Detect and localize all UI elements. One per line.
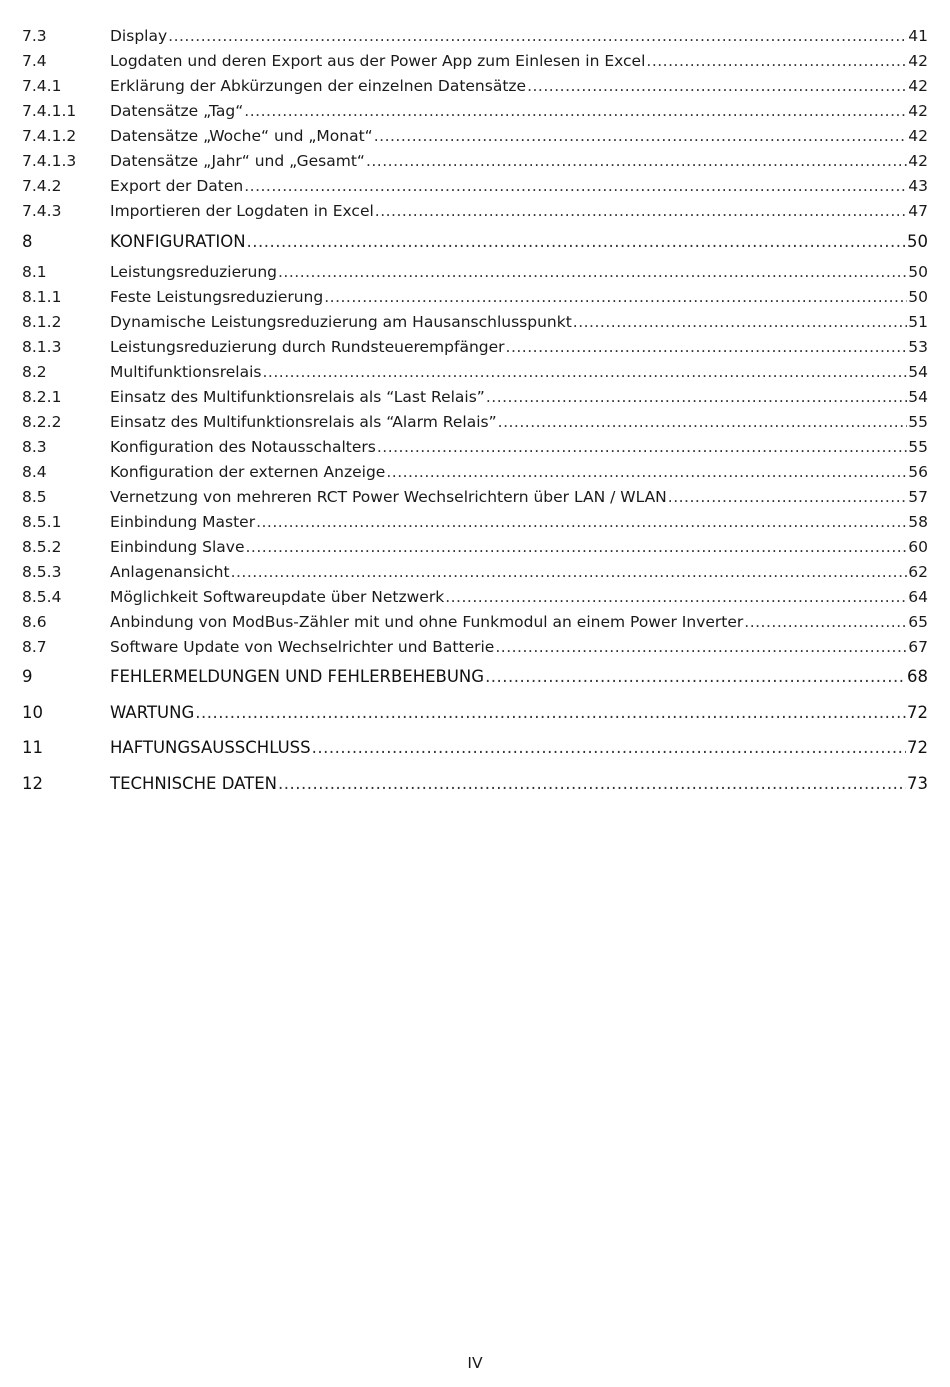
toc-entry-page[interactable]: 64	[908, 587, 928, 606]
toc-entry-title[interactable]: Display	[110, 27, 168, 45]
toc-entry-number: 11	[22, 738, 43, 758]
toc-entry-number: 8.5.2	[22, 537, 62, 556]
toc-entry-number: 8.2	[22, 362, 47, 381]
toc-entry-page[interactable]: 43	[908, 177, 928, 195]
toc-dot-leader	[278, 260, 907, 285]
toc-entry-number: 8.2.2	[22, 412, 62, 431]
toc-chapter-entry[interactable]	[22, 660, 928, 696]
toc-entry-page[interactable]: 56	[908, 462, 928, 481]
toc-entry[interactable]	[22, 24, 928, 49]
toc-dot-leader	[374, 124, 908, 149]
toc-entry[interactable]	[22, 285, 928, 310]
toc-entry-title[interactable]: FEHLERMELDUNGEN UND FEHLERBEHEBUNG	[110, 667, 485, 687]
toc-dot-leader	[244, 174, 907, 199]
toc-entry-title[interactable]: Einbindung Master	[110, 512, 256, 531]
toc-entry-page[interactable]: 41	[908, 27, 928, 45]
toc-entry[interactable]	[22, 174, 928, 199]
toc-entry[interactable]	[22, 74, 928, 99]
toc-entry-number: 8.5	[22, 487, 47, 506]
toc-dot-leader	[377, 435, 907, 460]
toc-entry-page[interactable]: 65	[908, 612, 928, 631]
toc-entry-page[interactable]: 53	[908, 337, 928, 356]
toc-entry-title[interactable]: Einsatz des Multifunktionsrelais als “Last Relais”	[110, 387, 485, 406]
toc-entry-number: 8.1.1	[22, 287, 62, 306]
toc-entry-number: 8.1.3	[22, 337, 62, 356]
toc-entry-page[interactable]: 42	[908, 102, 928, 120]
toc-entry-title[interactable]: Konfiguration des Notausschalters	[110, 437, 376, 456]
toc-entry-number: 7.4.1	[22, 77, 62, 95]
toc-dot-leader	[445, 585, 907, 610]
toc-entry[interactable]	[22, 560, 928, 585]
toc-entry-number: 7.4.3	[22, 202, 62, 220]
toc-entry[interactable]	[22, 310, 928, 335]
toc-entry-page[interactable]: 62	[908, 562, 928, 581]
page-number: IV	[467, 1354, 483, 1372]
toc-entry[interactable]	[22, 535, 928, 560]
toc-dot-leader	[485, 657, 906, 697]
toc-entry[interactable]	[22, 410, 928, 435]
toc-entry[interactable]	[22, 260, 928, 285]
toc-entry-page[interactable]: 50	[907, 231, 928, 251]
toc-dot-leader	[668, 485, 907, 510]
toc-entry-number: 8.5.1	[22, 512, 62, 531]
toc-dot-leader	[263, 360, 908, 385]
toc-dot-leader	[168, 24, 907, 49]
toc-entry-title[interactable]: Datensätze „Tag“	[110, 102, 244, 120]
toc-entry-title[interactable]: Importieren der Logdaten in Excel	[110, 202, 374, 220]
toc-entry-page[interactable]: 42	[908, 52, 928, 70]
toc-dot-leader	[495, 635, 907, 660]
toc-entry-page[interactable]: 54	[908, 387, 928, 406]
toc-entry-page[interactable]: 42	[908, 152, 928, 170]
toc-dot-leader	[195, 693, 906, 733]
toc-dot-leader	[247, 222, 906, 262]
toc-entry-title[interactable]: Export der Daten	[110, 177, 244, 195]
toc-entry-page[interactable]: 72	[907, 702, 928, 722]
toc-entry-page[interactable]: 55	[908, 437, 928, 456]
toc-entry[interactable]	[22, 460, 928, 485]
toc-entry-number: 8	[22, 231, 33, 251]
toc-entry-number: 8.1	[22, 262, 47, 281]
toc-entry-title[interactable]: Software Update von Wechselrichter und Batterie	[110, 637, 495, 656]
toc-entry-page[interactable]: 57	[908, 487, 928, 506]
toc-entry-title[interactable]: Möglichkeit Softwareupdate über Netzwerk	[110, 587, 445, 606]
toc-dot-leader	[486, 385, 907, 410]
toc-entry-number: 8.5.4	[22, 587, 62, 606]
toc-entry-number: 7.3	[22, 27, 47, 45]
toc-chapter-entry[interactable]	[22, 731, 928, 767]
toc-entry[interactable]	[22, 585, 928, 610]
toc-dot-leader	[386, 460, 907, 485]
toc-entry-page[interactable]: 50	[908, 262, 928, 281]
toc-dot-leader	[646, 49, 907, 74]
toc-entry-number: 7.4.1.3	[22, 152, 77, 170]
toc-entry-number: 8.7	[22, 637, 47, 656]
toc-chapter-entry[interactable]	[22, 224, 928, 260]
toc-dot-leader	[366, 149, 907, 174]
toc-entry-page[interactable]: 50	[908, 287, 928, 306]
toc-entry-title[interactable]: Logdaten und deren Export aus der Power App zum Einlesen in Excel	[110, 52, 646, 70]
toc-entry-page[interactable]: 55	[908, 412, 928, 431]
toc-entry-title[interactable]: Datensätze „Jahr“ und „Gesamt“	[110, 152, 365, 170]
toc-entry-title[interactable]: HAFTUNGSAUSSCHLUSS	[110, 738, 311, 758]
toc-entry-page[interactable]: 67	[908, 637, 928, 656]
toc-dot-leader	[573, 310, 907, 335]
toc-entry-number: 8.1.2	[22, 312, 62, 331]
toc-entry[interactable]	[22, 335, 928, 360]
toc-entry-page[interactable]: 47	[908, 202, 928, 220]
toc-entry-title[interactable]: Leistungsreduzierung durch Rundsteuerempfänger	[110, 337, 505, 356]
toc-entry-title[interactable]: Einsatz des Multifunktionsrelais als “Alarm Relais”	[110, 412, 497, 431]
toc-dot-leader	[244, 99, 907, 124]
toc-entry[interactable]	[22, 199, 928, 224]
toc-entry-title[interactable]: Einbindung Slave	[110, 537, 245, 556]
toc-dot-leader	[375, 199, 907, 224]
toc-dot-leader	[256, 510, 907, 535]
toc-entry-title[interactable]: Erklärung der Abkürzungen der einzelnen Datensätze	[110, 77, 527, 95]
toc-entry-page[interactable]: 54	[908, 362, 928, 381]
toc-entry-page[interactable]: 60	[908, 537, 928, 556]
toc-entry-title[interactable]: Leistungsreduzierung	[110, 262, 277, 281]
toc-dot-leader	[324, 285, 907, 310]
toc-entry[interactable]	[22, 149, 928, 174]
toc-entry-title[interactable]: Anbindung von ModBus-Zähler mit und ohne Funkmodul an einem Power Inverter	[110, 612, 744, 631]
toc-entry-page[interactable]: 42	[908, 127, 928, 145]
toc-entry-title[interactable]: Konfiguration der externen Anzeige	[110, 462, 386, 481]
toc-entry-number: 10	[22, 702, 43, 722]
toc-entry-title[interactable]: Vernetzung von mehreren RCT Power Wechselrichtern über LAN / WLAN	[110, 487, 667, 506]
toc-entry[interactable]	[22, 635, 928, 660]
toc-entry-page[interactable]: 68	[907, 667, 928, 687]
toc-entry-number: 8.5.3	[22, 562, 62, 581]
toc-entry-page[interactable]: 58	[908, 512, 928, 531]
toc-entry-number: 12	[22, 773, 43, 793]
toc-chapter-entry[interactable]	[22, 766, 928, 802]
toc-dot-leader	[312, 728, 906, 768]
toc-entry-number: 9	[22, 667, 33, 687]
toc-dot-leader	[506, 335, 908, 360]
toc-entry[interactable]	[22, 124, 928, 149]
toc-entry-title[interactable]: KONFIGURATION	[110, 231, 246, 251]
toc-entry-title[interactable]: WARTUNG	[110, 702, 195, 722]
toc-dot-leader	[527, 74, 907, 99]
toc-entry-title[interactable]: Datensätze „Woche“ und „Monat“	[110, 127, 373, 145]
toc-entry[interactable]	[22, 510, 928, 535]
toc-entry-number: 8.3	[22, 437, 47, 456]
toc-entry[interactable]	[22, 99, 928, 124]
toc-entry-title[interactable]: Multifunktionsrelais	[110, 362, 262, 381]
toc-entry[interactable]	[22, 49, 928, 74]
toc-dot-leader	[246, 535, 908, 560]
toc-entry-page[interactable]: 72	[907, 738, 928, 758]
toc-entry-page[interactable]: 73	[907, 773, 928, 793]
toc-entry-title[interactable]: Anlagenansicht	[110, 562, 230, 581]
toc-entry-number: 7.4.1.2	[22, 127, 77, 145]
toc-dot-leader	[498, 410, 908, 435]
toc-entry[interactable]	[22, 485, 928, 510]
toc-chapter-entry[interactable]	[22, 695, 928, 731]
toc-entry-number: 7.4.1.1	[22, 102, 77, 120]
toc-entry-number: 8.6	[22, 612, 47, 631]
toc-entry-page[interactable]: 51	[908, 312, 928, 331]
toc-entry-title[interactable]: TECHNISCHE DATEN	[110, 773, 277, 793]
table-of-contents	[22, 24, 928, 802]
toc-entry[interactable]	[22, 385, 928, 410]
toc-dot-leader	[278, 764, 906, 804]
toc-entry[interactable]	[22, 610, 928, 635]
toc-dot-leader	[231, 560, 908, 585]
toc-entry[interactable]	[22, 360, 928, 385]
toc-entry-number: 7.4	[22, 52, 47, 70]
toc-entry-number: 8.2.1	[22, 387, 62, 406]
toc-entry[interactable]	[22, 435, 928, 460]
toc-entry-title[interactable]: Dynamische Leistungsreduzierung am Hausanschlusspunkt	[110, 312, 572, 331]
toc-entry-page[interactable]: 42	[908, 77, 928, 95]
toc-entry-number: 7.4.2	[22, 177, 62, 195]
toc-dot-leader	[744, 610, 907, 635]
toc-entry-title[interactable]: Feste Leistungsreduzierung	[110, 287, 324, 306]
toc-entry-number: 8.4	[22, 462, 47, 481]
